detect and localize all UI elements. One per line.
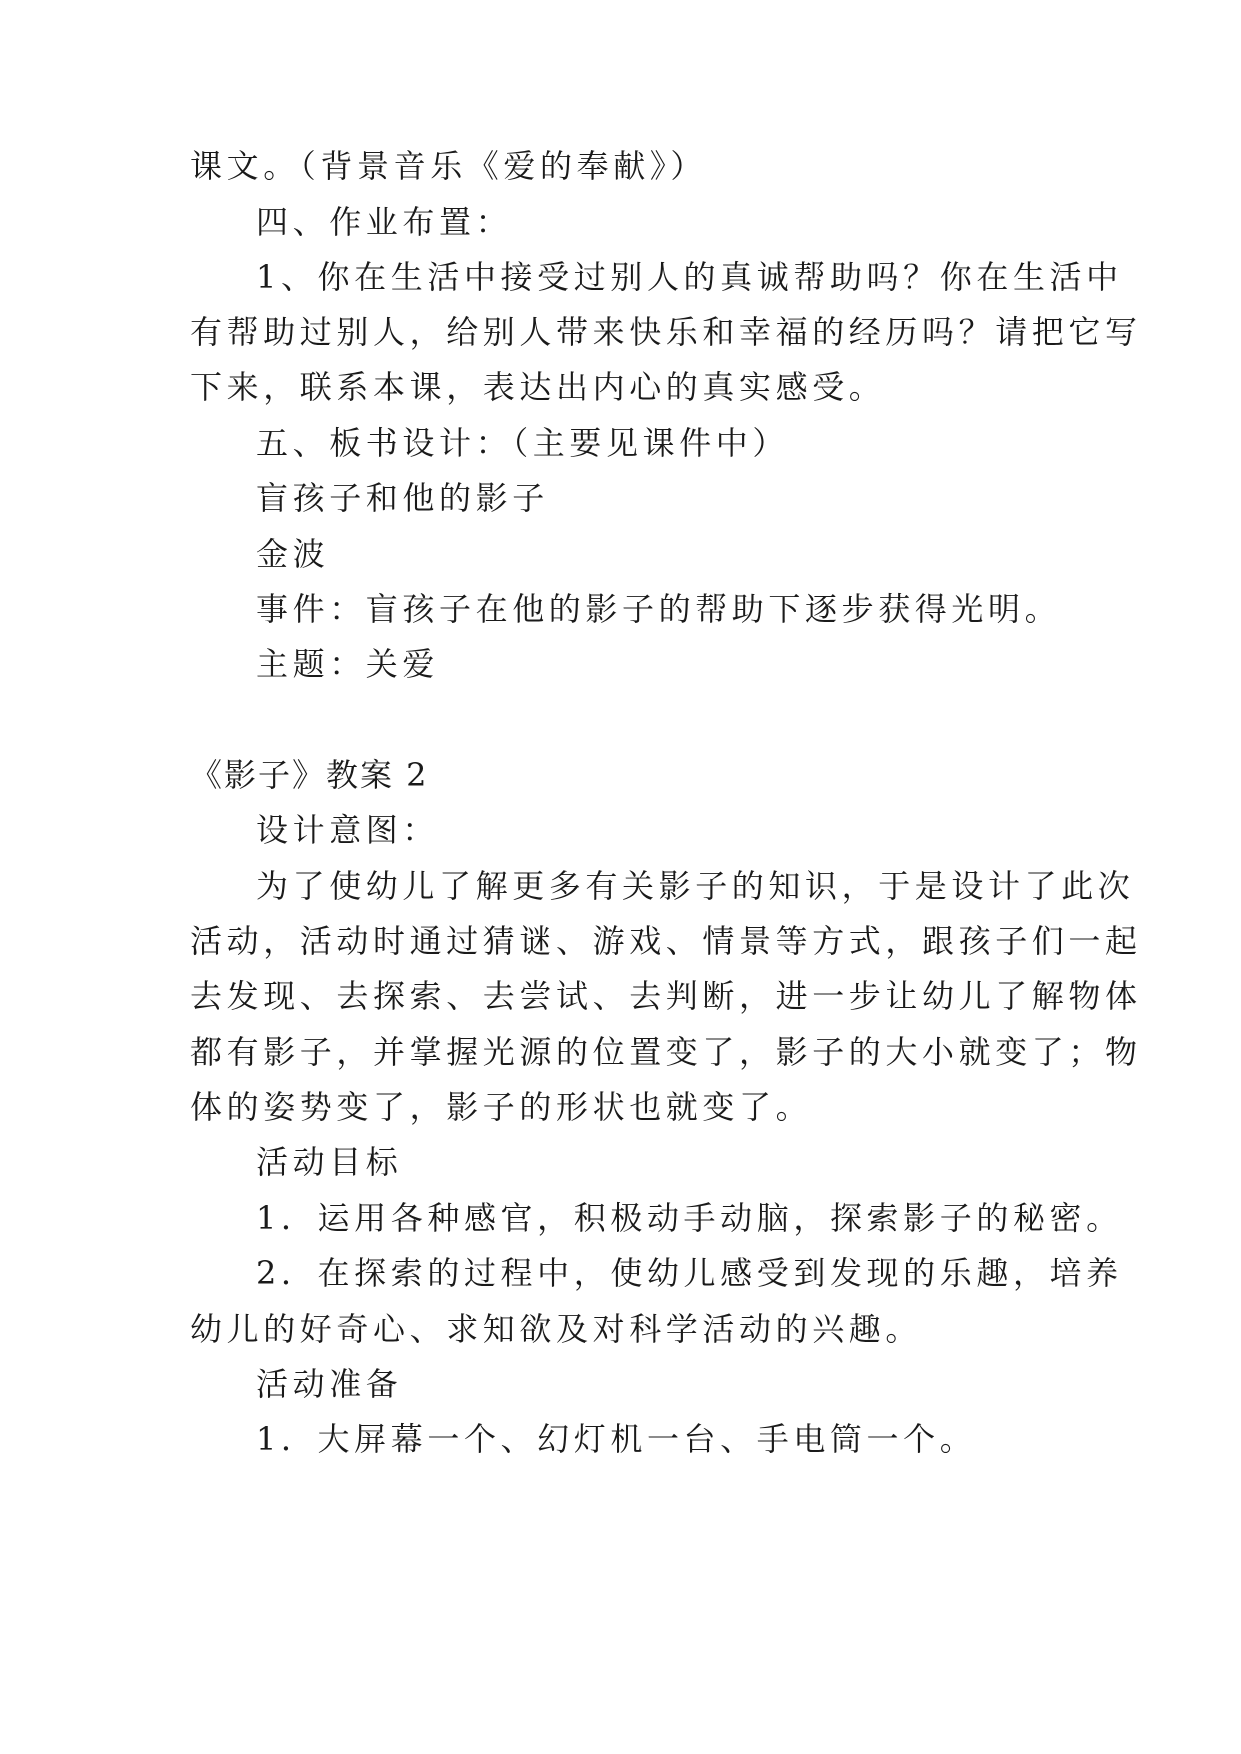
goal-item: 2．在探索的过程中，使幼儿感受到发现的乐趣，培养	[256, 1254, 1123, 1292]
paragraph-line: 体的姿势变了，影子的形状也就变了。	[190, 1088, 813, 1126]
homework-heading: 四、作业布置：	[256, 203, 513, 241]
board-heading: 五、板书设计：（主要见课件中）	[256, 424, 790, 462]
prep-heading: 活动准备	[256, 1365, 403, 1403]
section-title: 《影子》教案 2	[190, 756, 429, 794]
paragraph-line: 为了使幼儿了解更多有关影子的知识，于是设计了此次	[256, 867, 1135, 905]
goal-item: 1．运用各种感官，积极动手动脑，探索影子的秘密。	[256, 1199, 1123, 1237]
paragraph-line: 去发现、去探索、去尝试、去判断，进一步让幼儿了解物体	[190, 977, 1142, 1015]
paragraph-line: 都有影子，并掌握光源的位置变了，影子的大小就变了；物	[190, 1033, 1142, 1071]
paragraph-line: 1、你在生活中接受过别人的真诚帮助吗？你在生活中	[256, 258, 1123, 296]
paragraph-line: 活动，活动时通过猜谜、游戏、情景等方式，跟孩子们一起	[190, 922, 1142, 960]
board-author: 金波	[256, 535, 330, 573]
board-title: 盲孩子和他的影子	[256, 479, 549, 517]
board-event: 事件：盲孩子在他的影子的帮助下逐步获得光明。	[256, 590, 1062, 628]
prep-item: 1．大屏幕一个、幻灯机一台、手电筒一个。	[256, 1420, 977, 1458]
paragraph-line: 课文。（背景音乐《爱的奉献》）	[190, 147, 708, 185]
design-heading: 设计意图：	[256, 811, 440, 849]
goal-heading: 活动目标	[256, 1143, 403, 1181]
board-theme: 主题：关爱	[256, 645, 440, 683]
paragraph-line: 幼儿的好奇心、求知欲及对科学活动的兴趣。	[190, 1310, 923, 1348]
paragraph-line: 下来，联系本课，表达出内心的真实感受。	[190, 368, 886, 406]
paragraph-line: 有帮助过别人，给别人带来快乐和幸福的经历吗？请把它写	[190, 313, 1142, 351]
